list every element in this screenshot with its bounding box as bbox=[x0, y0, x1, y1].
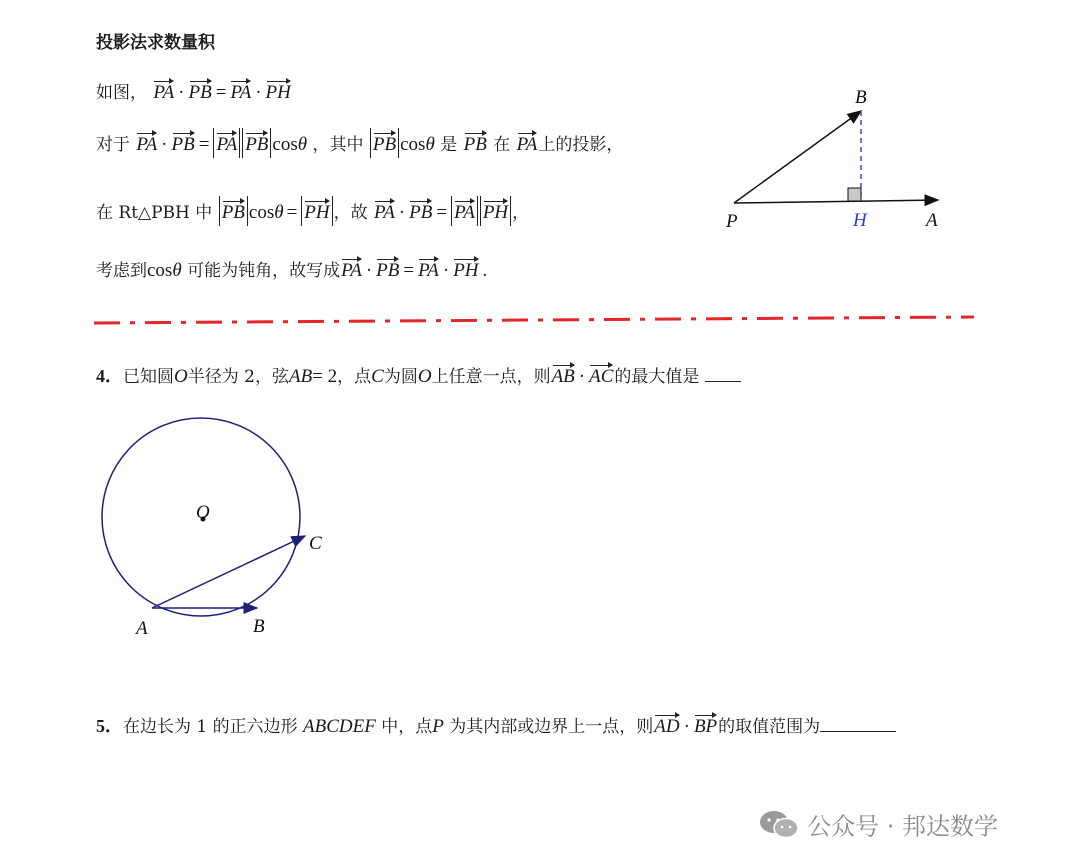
label-b: B bbox=[855, 87, 867, 108]
section-divider bbox=[90, 312, 980, 328]
vector-ab: AB bbox=[552, 362, 575, 388]
dot: · bbox=[365, 260, 373, 281]
vector-bp: BP bbox=[694, 712, 717, 738]
vector-pb: PB bbox=[373, 130, 396, 156]
equals: = bbox=[286, 202, 298, 223]
vector-pa: PA bbox=[341, 256, 362, 282]
abs-ph bbox=[480, 196, 511, 226]
equals: = bbox=[436, 202, 448, 223]
right-angle-mark bbox=[848, 188, 861, 201]
line3-suffix: ， bbox=[512, 203, 530, 223]
label-a: A bbox=[926, 210, 938, 231]
question-number: 5． bbox=[96, 716, 123, 736]
vector-pb: PB bbox=[409, 198, 432, 224]
vector-pb: PB bbox=[376, 256, 399, 282]
q4-text5: 上任意一点，则 bbox=[431, 367, 551, 387]
text-line-2 bbox=[96, 128, 623, 158]
question-4 bbox=[96, 362, 741, 388]
q4-text4: 为圆 bbox=[383, 367, 418, 387]
q5-text1: 在边长为 1 的正六边形 bbox=[123, 717, 298, 737]
vector-pb: PB bbox=[245, 130, 268, 156]
vector-ph: PH bbox=[266, 78, 291, 104]
line2-suffix: 上的投影， bbox=[538, 135, 624, 155]
text-line-3 bbox=[96, 196, 529, 226]
question-number: 4． bbox=[96, 366, 123, 386]
line2-mid3: 在 bbox=[493, 135, 511, 155]
q4-ab: AB bbox=[288, 366, 313, 387]
q4-text3: ，点 bbox=[337, 367, 372, 387]
label-a: A bbox=[136, 618, 148, 639]
q5-text2: 中，点 bbox=[381, 717, 433, 737]
cos-label: cos bbox=[248, 202, 275, 223]
equals: = bbox=[403, 260, 415, 281]
line2-mid2: 是 bbox=[440, 135, 458, 155]
watermark-text: 公众号 · 邦达数学 bbox=[807, 812, 998, 841]
vector-ph: PH bbox=[483, 198, 508, 224]
theta: θ bbox=[297, 134, 308, 155]
label-o: O bbox=[196, 502, 210, 523]
line4-mid: 可能为钝角，故写成 bbox=[187, 261, 341, 281]
label-h: H bbox=[853, 210, 867, 231]
label-b: B bbox=[253, 616, 265, 637]
cos-label: cos bbox=[400, 134, 426, 155]
q4-c: C bbox=[371, 366, 384, 387]
projection-figure bbox=[700, 80, 980, 240]
dot: · bbox=[161, 134, 168, 155]
q4-text6: 的最大值是 bbox=[614, 367, 700, 387]
vector-pa: PA bbox=[374, 198, 395, 224]
question-5 bbox=[96, 712, 896, 738]
abs-ph bbox=[301, 196, 332, 226]
label-c: C bbox=[309, 533, 322, 554]
vector-pa: PA bbox=[216, 130, 237, 156]
vector-pb: PB bbox=[189, 78, 212, 104]
vector-pb-arrow bbox=[734, 111, 861, 203]
vector-ph: PH bbox=[453, 256, 478, 282]
vector-pa: PA bbox=[454, 198, 475, 224]
abs-pa bbox=[451, 196, 478, 226]
q5-hexagon: ABCDEF bbox=[303, 716, 376, 737]
divider-line bbox=[94, 317, 974, 323]
line4-suffix: . bbox=[482, 260, 488, 281]
vector-pb: PB bbox=[222, 198, 245, 224]
dot: · bbox=[578, 366, 586, 387]
text-line-4 bbox=[96, 256, 490, 282]
watermark bbox=[756, 806, 998, 842]
dot: · bbox=[255, 82, 262, 103]
q4-text2: 半径为 2，弦 bbox=[187, 367, 289, 387]
vector-ad: AD bbox=[654, 712, 679, 738]
line3-mid: ，故 bbox=[333, 203, 368, 223]
vector-pa: PA bbox=[136, 130, 157, 156]
vector-pa: PA bbox=[517, 130, 538, 156]
q5-text4: 的取值范围为 bbox=[718, 717, 821, 737]
theta: θ bbox=[274, 202, 284, 223]
abs-pa bbox=[213, 128, 240, 158]
cos-label: cos bbox=[147, 260, 173, 281]
dot: · bbox=[442, 260, 450, 281]
abs-pb bbox=[370, 128, 399, 158]
vector-pa: PA bbox=[153, 78, 174, 104]
answer-blank[interactable] bbox=[820, 731, 896, 732]
q4-o: O bbox=[174, 366, 188, 387]
cos-label: cos bbox=[272, 134, 298, 155]
vector-pa: PA bbox=[230, 78, 251, 104]
line2-prefix: 对于 bbox=[96, 135, 130, 155]
q5-p: P bbox=[432, 716, 444, 737]
abs-pb bbox=[219, 196, 248, 226]
text-line-1 bbox=[96, 78, 292, 104]
vector-pa-arrow bbox=[734, 200, 938, 203]
theta: θ bbox=[425, 134, 435, 155]
line2-mid1: ，其中 bbox=[312, 135, 364, 155]
section-heading: 投影法求数量积 bbox=[96, 33, 215, 53]
q5-text3: 为其内部或边界上一点，则 bbox=[449, 717, 654, 737]
dot: · bbox=[683, 716, 690, 737]
line4-prefix: 考虑到 bbox=[96, 261, 147, 281]
equals: = bbox=[198, 134, 210, 155]
equals: = bbox=[215, 82, 227, 103]
vector-pa: PA bbox=[418, 256, 439, 282]
wechat-icon bbox=[756, 806, 802, 842]
q4-eq: = 2 bbox=[312, 366, 338, 387]
q4-text1: 已知圆 bbox=[123, 367, 174, 387]
circle-figure bbox=[95, 410, 335, 650]
vector-ph: PH bbox=[304, 198, 329, 224]
vector-pb: PB bbox=[464, 130, 487, 156]
answer-blank[interactable] bbox=[705, 381, 741, 382]
q4-o: O bbox=[417, 366, 432, 387]
label-p: P bbox=[726, 211, 738, 232]
line1-prefix: 如图， bbox=[96, 83, 147, 103]
vector-ac: AC bbox=[589, 362, 613, 388]
vector-ac-arrow bbox=[152, 536, 305, 608]
theta: θ bbox=[172, 260, 182, 281]
line3-prefix: 在 Rt△PBH 中 bbox=[96, 203, 213, 223]
vector-pb: PB bbox=[172, 130, 195, 156]
dot: · bbox=[178, 82, 185, 103]
abs-pb bbox=[242, 128, 271, 158]
dot: · bbox=[398, 202, 406, 223]
